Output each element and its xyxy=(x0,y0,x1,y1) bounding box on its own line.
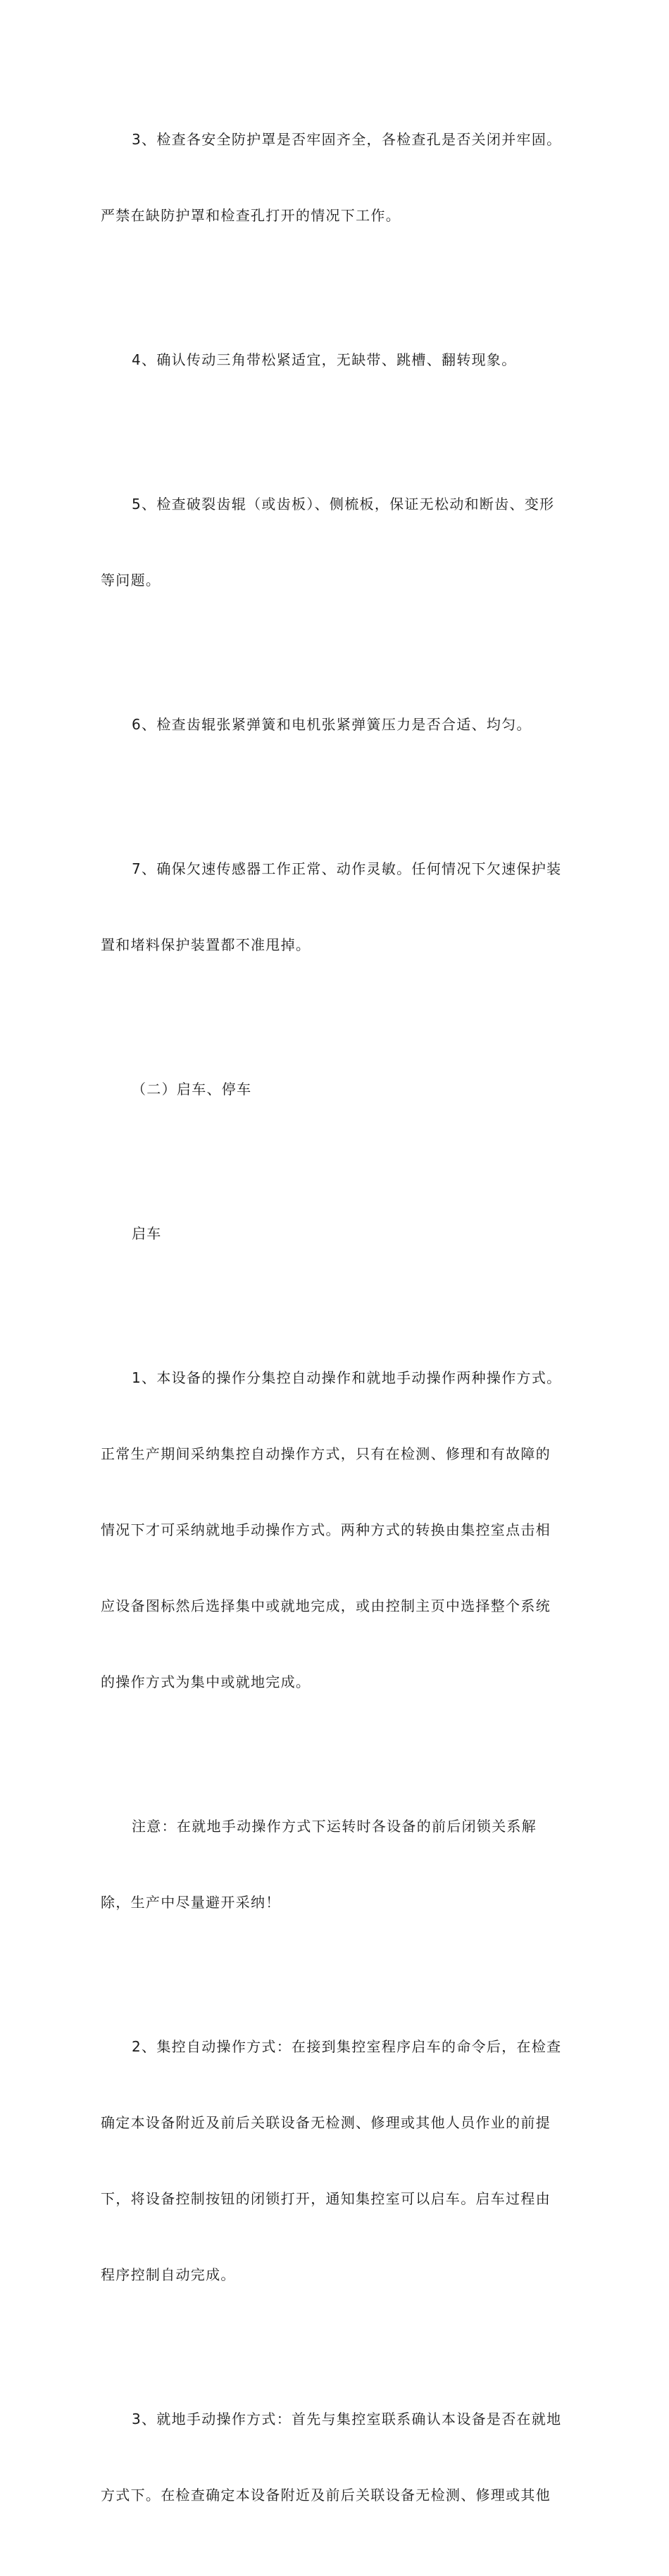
subheading-start xyxy=(101,1170,571,1297)
paragraph-line: 7、确保欠速传感器工作正常、动作灵敏。任何情况下欠速保护装 xyxy=(132,860,562,877)
paragraph-check-roller xyxy=(101,441,571,643)
paragraph-line: 6、检查齿辊张紧弹簧和电机张紧弹簧压力是否合适、均匀。 xyxy=(132,716,532,733)
paragraph-line: 确定本设备附近及前后关联设备无检测、修理或其他人员作业的前提 xyxy=(101,2114,551,2131)
document-body xyxy=(101,76,571,2576)
paragraph-local-mode xyxy=(101,2356,571,2558)
paragraph-line: 4、确认传动三角带松紧适宜，无缺带、跳槽、翻转现象。 xyxy=(132,351,517,368)
paragraph-line: 1、本设备的操作分集控自动操作和就地手动操作两种操作方式。 xyxy=(132,1369,562,1386)
paragraph-line: 正常生产期间采纳集控自动操作方式，只有在检测、修理和有故障的 xyxy=(101,1445,551,1462)
paragraph-line: 的操作方式为集中或就地完成。 xyxy=(101,1673,311,1690)
paragraph-line: 2、集控自动操作方式：在接到集控室程序启车的命令后，在检查 xyxy=(132,2038,562,2055)
subheading-text: 启车 xyxy=(132,1225,162,1242)
paragraph-operation-modes xyxy=(101,1314,571,1745)
paragraph-note xyxy=(101,1763,571,1966)
paragraph-line: 置和堵料保护装置都不准甩掉。 xyxy=(101,936,311,953)
paragraph-check-belt xyxy=(101,296,571,423)
paragraph-line: 注意：在就地手动操作方式下运转时各设备的前后闭锁关系解 xyxy=(132,1818,537,1835)
paragraph-line: 严禁在缺防护罩和检查孔打开的情况下工作。 xyxy=(101,207,401,224)
paragraph-centralized-mode xyxy=(101,1983,571,2338)
paragraph-line: 等问题。 xyxy=(101,572,161,589)
paragraph-line: 应设备图标然后选择集中或就地完成，或由控制主页中选择整个系统 xyxy=(101,1597,551,1614)
paragraph-line: 情况下才可采纳就地手动操作方式。两种方式的转换由集控室点击相 xyxy=(101,1521,551,1538)
paragraph-check-sensor xyxy=(101,805,571,1008)
paragraph-line: 除，生产中尽量避开采纳！ xyxy=(101,1894,281,1911)
section-heading-start-stop xyxy=(101,1026,571,1152)
paragraph-line: 3、就地手动操作方式：首先与集控室联系确认本设备是否在就地 xyxy=(132,2411,562,2427)
section-heading-text: （二）启车、停车 xyxy=(132,1081,252,1098)
paragraph-line: 程序控制自动完成。 xyxy=(101,2266,236,2283)
paragraph-check-spring xyxy=(101,661,571,788)
paragraph-line: 方式下。在检查确定本设备附近及前后关联设备无检测、修理或其他 xyxy=(101,2487,551,2503)
paragraph-line: 下，将设备控制按钮的闭锁打开，通知集控室可以启车。启车过程由 xyxy=(101,2190,551,2207)
paragraph-line: 5、检查破裂齿辊（或齿板）、侧梳板，保证无松动和断齿、变形 xyxy=(132,496,555,513)
paragraph-line: 3、检查各安全防护罩是否牢固齐全，各检查孔是否关闭并牢固。 xyxy=(132,131,562,148)
paragraph-check-guards xyxy=(101,76,571,279)
